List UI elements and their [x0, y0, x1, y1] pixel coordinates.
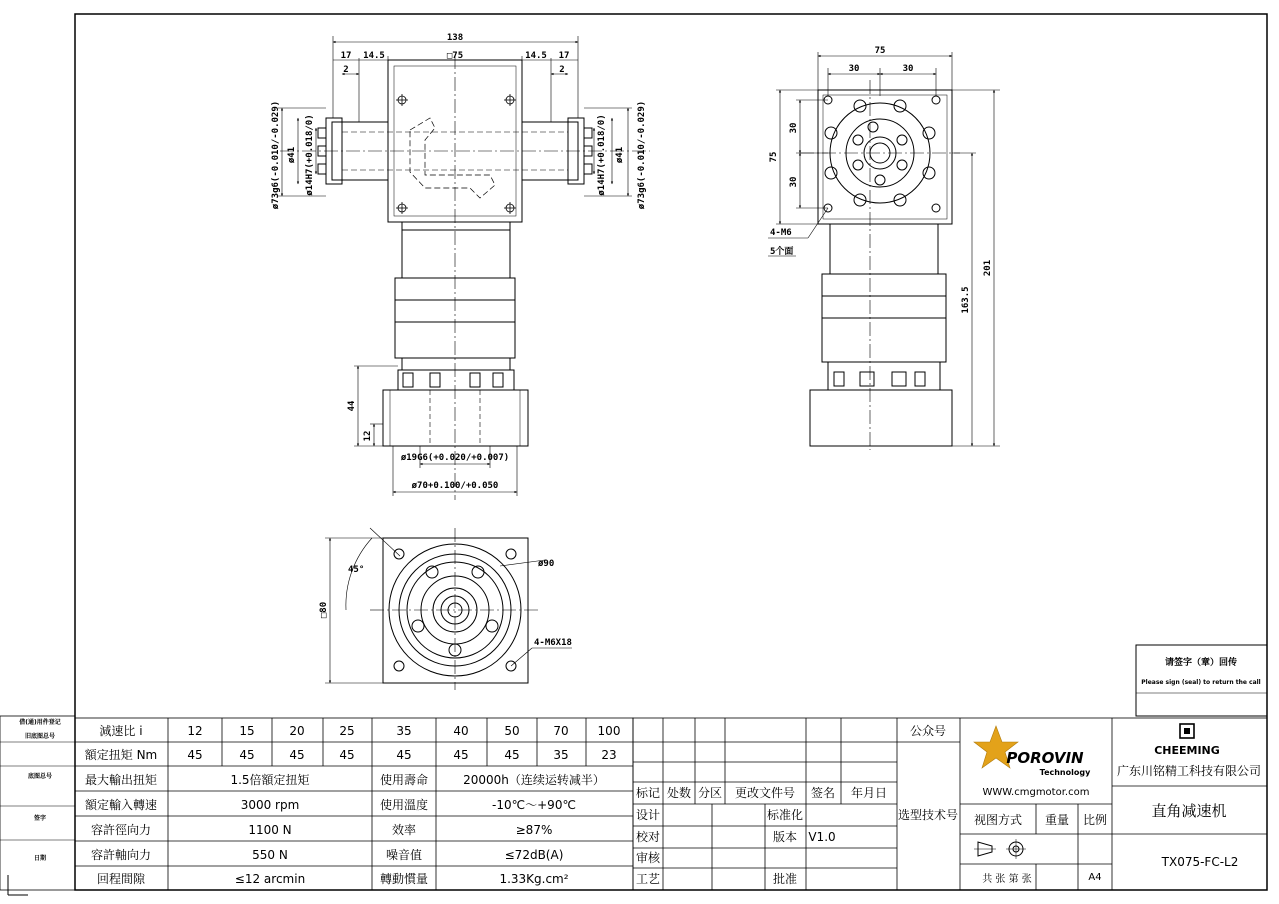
torque-35: 45: [396, 748, 412, 762]
dim-end-pitch-b: 30: [902, 64, 914, 74]
dim-end-thread-1: 4-M6: [770, 228, 792, 238]
dim-square: □75: [446, 51, 464, 61]
dim-height-44: 44: [347, 400, 357, 412]
row-temp-label: 使用溫度: [379, 798, 429, 812]
spec-table-text: [85, 723, 621, 886]
ratio-70: 70: [553, 724, 569, 738]
row-max-torque-value: 1.5倍額定扭矩: [230, 773, 310, 787]
margin-label-4: 签字: [33, 815, 47, 822]
rev-header-zone: 分区: [697, 786, 723, 800]
dim-flange-angle: 45°: [348, 565, 365, 575]
ratio-label: 減速比 i: [99, 724, 143, 738]
paper-size: A4: [1088, 872, 1102, 883]
row-life-label: 使用壽命: [379, 773, 429, 787]
product-name: 直角减速机: [1151, 802, 1227, 820]
dim-shaft-inner-right: ø14H7(+0.018/0): [597, 114, 607, 196]
dim-end-mid-height: 163.5: [961, 286, 971, 314]
row-axial-label: 容許軸向力: [90, 848, 152, 862]
row-backlash-label: 回程間隙: [96, 872, 146, 886]
row-noise-label: 噪音值: [385, 848, 423, 862]
row-radial-label: 容許徑向力: [90, 823, 152, 837]
row-efficiency-label: 效率: [391, 823, 417, 837]
version-value: V1.0: [808, 830, 836, 844]
dim-end-width: 75: [874, 46, 886, 56]
dim-left-a: 17: [340, 51, 352, 61]
dim-flange-square: □80: [319, 601, 329, 619]
row-input-speed-value: 3000 rpm: [240, 798, 300, 812]
side-view: [280, 55, 650, 500]
torque-40: 45: [453, 748, 469, 762]
dim-right-a: 17: [558, 51, 570, 61]
dim-right-small: 2: [559, 65, 565, 75]
rev-header-date: 年月日: [850, 786, 888, 800]
dim-pilot: ø70+0.100/+0.050: [411, 481, 499, 491]
dim-height-12: 12: [363, 430, 373, 442]
dim-shaft-outer-right: ø73g6(-0.010/-0.029): [637, 100, 647, 210]
check-label: 校对: [635, 830, 661, 844]
dim-shaft-outer-left: ø73g6(-0.010/-0.029): [271, 100, 281, 210]
company-logo-icon: [1180, 724, 1194, 738]
dim-overall-width: 138: [446, 33, 464, 43]
tech-selection-label: 选型技术号: [897, 808, 959, 822]
margin-label-1: 借(通)用件登记: [19, 719, 61, 726]
dim-end-vpitch-a: 30: [789, 122, 799, 134]
view-method-label: 视图方式: [973, 813, 1023, 827]
wechat-label: 公众号: [909, 724, 947, 738]
row-input-speed-label: 額定輸入轉速: [84, 798, 158, 812]
rev-header-mark: 标记: [635, 786, 661, 800]
standard-label: 标准化: [766, 808, 804, 822]
dim-bore: ø19G6(+0.020/+0.007): [400, 453, 510, 463]
ratio-100: 100: [597, 724, 621, 738]
flange-view: [346, 528, 540, 690]
ratio-25: 25: [339, 724, 355, 738]
torque-label: 額定扭矩 Nm: [84, 748, 158, 762]
return-note-cn: 请签字（章）回传: [1164, 658, 1238, 668]
brand-sub: Technology: [1039, 768, 1091, 777]
row-efficiency-value: ≥87%: [515, 823, 553, 837]
company-logo-text: CHEEMING: [1154, 744, 1220, 757]
dim-shaft-inner-left: ø14H7(+0.018/0): [305, 114, 315, 196]
title-block-text: [636, 724, 1261, 886]
dim-flange-pcd: ø90: [538, 559, 555, 569]
row-max-torque-label: 最大輸出扭矩: [84, 773, 158, 787]
scale-label: 比例: [1082, 813, 1108, 827]
torque-50: 45: [504, 748, 520, 762]
margin-label-2: 旧底图总号: [24, 733, 56, 740]
dim-shaft-mid-left: ø41: [287, 146, 297, 164]
row-inertia-label: 轉動慣量: [379, 872, 429, 886]
ratio-35: 35: [396, 724, 412, 738]
ratio-40: 40: [453, 724, 469, 738]
ratio-50: 50: [504, 724, 520, 738]
dim-end-thread-2: 5个面: [770, 247, 794, 257]
flange-view-dimension-labels: [319, 559, 572, 648]
margin-label-5: 日期: [33, 855, 47, 862]
dim-left-b: 14.5: [363, 51, 385, 61]
sheets-label: 共 张 第 张: [982, 874, 1032, 885]
dim-left-small: 2: [343, 65, 349, 75]
row-inertia-value: 1.33Kg.cm²: [499, 872, 569, 886]
row-radial-value: 1100 N: [248, 823, 292, 837]
dim-flange-holes: 4-M6X18: [534, 638, 572, 648]
projection-symbol-icon: [974, 839, 1026, 859]
approve-label: 批准: [772, 872, 798, 886]
ratio-12: 12: [187, 724, 203, 738]
dim-end-pitch-a: 30: [848, 64, 860, 74]
ratio-15: 15: [239, 724, 255, 738]
website: WWW.cmgmotor.com: [982, 787, 1090, 798]
return-note-box: [1136, 645, 1267, 716]
rev-header-count: 处数: [666, 786, 692, 800]
row-noise-value: ≤72dB(A): [504, 848, 564, 862]
dim-shaft-mid-right: ø41: [615, 146, 625, 164]
torque-70: 35: [553, 748, 569, 762]
craft-label: 工艺: [635, 872, 661, 886]
margin-label-3: 底图总号: [27, 773, 53, 780]
end-view-dimension-labels: [769, 46, 993, 314]
return-note-en: Please sign (seal) to return the call: [1141, 679, 1261, 686]
dim-right-b: 14.5: [525, 51, 547, 61]
row-backlash-value: ≤12 arcmin: [234, 872, 306, 886]
model-number: TX075-FC-L2: [1161, 855, 1239, 869]
side-view-dimension-labels: [271, 33, 647, 491]
rev-header-sign: 签名: [810, 786, 836, 800]
end-view: [800, 80, 960, 450]
row-life-value: 20000h（连续运转减半）: [463, 773, 605, 787]
torque-20: 45: [289, 748, 305, 762]
design-label: 设计: [635, 808, 661, 822]
dim-end-vpitch-b: 30: [789, 176, 799, 188]
torque-100: 23: [601, 748, 617, 762]
row-axial-value: 550 N: [252, 848, 288, 862]
weight-label: 重量: [1044, 813, 1070, 827]
version-label: 版本: [772, 830, 798, 844]
row-temp-value: -10℃～+90℃: [492, 798, 576, 812]
ratio-20: 20: [289, 724, 305, 738]
brand-name: POROVIN: [1006, 749, 1084, 767]
dim-end-height: 75: [769, 151, 779, 163]
dim-end-total-height: 201: [983, 259, 993, 277]
torque-12: 45: [187, 748, 203, 762]
end-view-dimensions: [768, 52, 1000, 446]
company-name: 广东川铭精工科技有限公司: [1116, 764, 1262, 778]
review-label: 审核: [635, 851, 661, 865]
torque-15: 45: [239, 748, 255, 762]
torque-25: 45: [339, 748, 355, 762]
left-margin-labels: [0, 716, 75, 890]
rev-header-doc: 更改文件号: [734, 786, 796, 800]
